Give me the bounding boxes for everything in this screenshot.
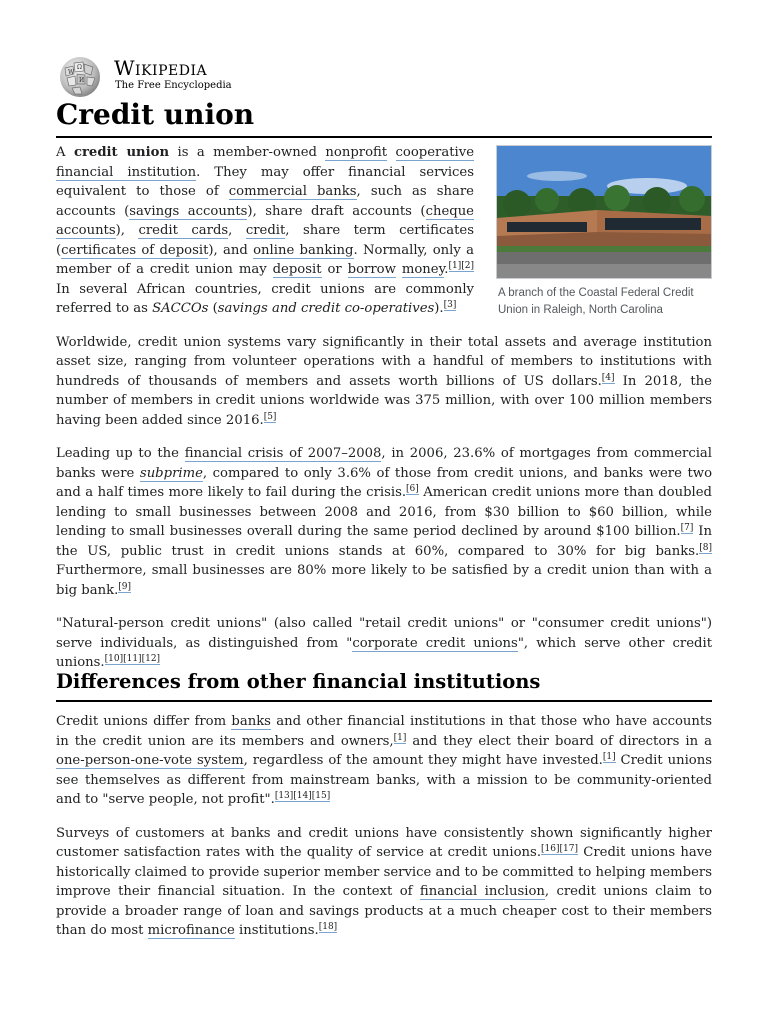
link-deposit[interactable]: deposit xyxy=(272,262,322,277)
citation-2[interactable] xyxy=(461,261,474,272)
citation-12[interactable] xyxy=(142,654,160,665)
link-nonprofit[interactable]: nonprofit xyxy=(325,145,388,160)
section-divider xyxy=(56,700,712,702)
credit-union-branch-photo[interactable] xyxy=(496,145,712,279)
text-span: or xyxy=(321,262,348,277)
text-span: , compared to only 3.6% of those from credit unions, and banks were two and a half times more likely to fail during the crisis. xyxy=(56,465,713,500)
paragraph-worldwide xyxy=(56,333,712,431)
text-span: . xyxy=(444,262,449,277)
citation-link[interactable]: [1] xyxy=(448,261,462,271)
citation-7[interactable] xyxy=(681,523,694,534)
citation-link[interactable]: [17] xyxy=(559,844,578,854)
site-wordmark: Wikipedia xyxy=(114,56,208,80)
citation-18[interactable] xyxy=(319,922,337,933)
text-span: ), xyxy=(115,223,139,238)
citation-1[interactable] xyxy=(603,752,616,763)
svg-text:Ω: Ω xyxy=(77,64,82,71)
citation-1[interactable] xyxy=(449,261,462,272)
citation-link[interactable]: [10] xyxy=(104,654,124,664)
italic-term: savings and credit co-operatives xyxy=(217,301,435,316)
citation-8[interactable] xyxy=(699,543,712,554)
text-span xyxy=(387,145,395,160)
citation-link[interactable]: [3] xyxy=(443,300,457,310)
link-savings-accounts[interactable]: savings accounts xyxy=(129,203,248,219)
text-span: ), and xyxy=(208,242,254,258)
site-logo[interactable] xyxy=(56,54,356,100)
text-span: is a member-owned xyxy=(169,145,326,160)
text-span: , xyxy=(228,223,246,238)
text-span: ). xyxy=(434,301,444,316)
text-span: , regardless of the amount they might have invested. xyxy=(243,753,603,768)
citation-3[interactable] xyxy=(444,300,457,311)
citation-4[interactable] xyxy=(602,373,615,384)
infobox-figure xyxy=(496,145,712,319)
citation-link[interactable]: [9] xyxy=(118,581,132,592)
link-borrow[interactable]: borrow xyxy=(347,262,396,277)
link-microfinance[interactable]: microfinance xyxy=(147,923,235,938)
text-span: . Normally, only a member of a credit union may xyxy=(56,242,474,277)
link-certificates-of-deposit[interactable]: certificates of deposit xyxy=(61,242,209,258)
link-online-banking[interactable]: online banking xyxy=(253,242,354,258)
text-span: ( xyxy=(208,301,218,316)
text-span: ", which serve other credit unions. xyxy=(56,635,712,670)
citation-6[interactable] xyxy=(406,484,419,495)
citation-15[interactable] xyxy=(312,791,330,802)
text-span: American credit unions more than doubled lending to small businesses between 2008 and 2016, from $30 billion to $60 billion, while lending to small businesses overall during the same period declined by around $100 billion. xyxy=(56,485,713,539)
link-banks[interactable]: banks xyxy=(231,714,271,729)
link-cooperative-financial-institution[interactable]: cooperative financial institution xyxy=(56,145,474,180)
link-cheque-accounts[interactable]: cheque accounts xyxy=(56,203,474,238)
paragraph-surveys xyxy=(56,824,712,941)
text-span: , share term certificates ( xyxy=(56,223,474,258)
citation-1[interactable] xyxy=(394,733,407,744)
link-financial-inclusion[interactable]: financial inclusion xyxy=(419,884,545,899)
citation-17[interactable] xyxy=(560,844,578,855)
citation-link[interactable]: [1] xyxy=(602,752,616,762)
figure-caption: A branch of the Coastal Federal Credit Union in Raleigh, North Carolina xyxy=(498,287,694,316)
svg-text:И: И xyxy=(79,77,85,84)
citation-link[interactable]: [8] xyxy=(699,542,712,553)
text-span: Credit unions have historically claimed to provide superior member service and to be committed to helping members improve their financial situation. In the context of xyxy=(56,845,713,899)
text-span: In the US, public trust in credit unions stands at 60%, compared to 30% for big banks. xyxy=(56,524,712,559)
link-subprime[interactable]: subprime xyxy=(139,465,203,481)
paragraph-financial-crisis xyxy=(56,444,712,600)
paragraph-differences xyxy=(56,712,712,810)
lead-section xyxy=(56,143,712,673)
text-span: In 2018, the number of members in credit unions worldwide was 375 million, with over 100 million members having been added since 2016. xyxy=(56,373,712,428)
wikipedia-globe-icon xyxy=(56,54,104,98)
citation-link[interactable]: [2] xyxy=(461,261,474,271)
citation-link[interactable]: [4] xyxy=(601,372,615,383)
citation-link[interactable]: [14] xyxy=(293,791,312,801)
differences-section xyxy=(56,712,712,941)
citation-link[interactable]: [12] xyxy=(141,654,161,664)
text-span: , in 2006, 23.6% of mortgages from commercial banks were xyxy=(56,446,712,481)
citation-link[interactable]: [6] xyxy=(406,484,419,494)
text-span: Furthermore, small businesses are 80% more likely to be satisfied by a credit union than with a big bank. xyxy=(56,563,712,598)
text-span: and they elect their board of directors in a xyxy=(406,733,712,749)
citation-link[interactable]: [5] xyxy=(263,411,277,422)
text-span: ), share draft accounts ( xyxy=(247,203,426,219)
link-financial-crisis[interactable]: financial crisis of 2007–2008 xyxy=(184,446,382,461)
title-divider xyxy=(56,136,712,138)
paragraph-natural-person xyxy=(56,614,712,673)
text-span: In several African countries, credit unions are commonly referred to as xyxy=(56,281,474,316)
citation-9[interactable] xyxy=(118,582,131,593)
page-title: Credit union xyxy=(56,98,255,131)
citation-10[interactable] xyxy=(105,654,123,665)
text-span: Credit unions differ from xyxy=(56,714,232,729)
text-span: Leading up to the xyxy=(56,446,185,461)
link-credit[interactable]: credit xyxy=(245,223,286,238)
citation-11[interactable] xyxy=(123,654,141,665)
citation-link[interactable]: [15] xyxy=(311,791,331,801)
link-corporate-credit-unions[interactable]: corporate credit unions xyxy=(352,635,518,651)
link-money[interactable]: money xyxy=(401,262,445,277)
link-one-person-one-vote[interactable]: one-person-one-vote system xyxy=(56,753,244,768)
text-span: institutions. xyxy=(234,923,319,938)
text-span: A xyxy=(56,145,74,160)
italic-term: SACCOs xyxy=(152,301,209,316)
link-commercial-banks[interactable]: commercial banks xyxy=(228,184,357,199)
site-tagline: The Free Encyclopedia xyxy=(115,80,232,91)
citation-link[interactable]: [16] xyxy=(541,844,560,854)
svg-text:W: W xyxy=(68,69,75,76)
citation-5[interactable] xyxy=(264,412,277,423)
text-span: Worldwide, credit union systems vary significantly in their total assets and average institution asset size, ranging from volunteer operations with a handful of members to institutions with hundreds of thousands of members and assets worth billions of US dollars. xyxy=(56,334,712,389)
text-span: , such as share accounts ( xyxy=(56,184,474,219)
citation-link[interactable]: [11] xyxy=(123,654,142,664)
text-span xyxy=(396,262,402,277)
citation-13[interactable] xyxy=(275,791,293,802)
citation-16[interactable] xyxy=(541,844,559,855)
citation-link[interactable]: [13] xyxy=(274,791,294,801)
citation-link[interactable]: [7] xyxy=(680,523,694,533)
citation-link[interactable]: [1] xyxy=(393,732,407,743)
link-credit-cards[interactable]: credit cards xyxy=(138,223,229,238)
section-heading: Differences from other financial institutions xyxy=(56,670,541,693)
text-span: "Natural-person credit unions" (also called "retail credit unions" or "consumer credit unions") serve individuals, as distinguished from " xyxy=(56,616,712,651)
citation-14[interactable] xyxy=(293,791,311,802)
text-span: . They may offer financial services equivalent to those of xyxy=(56,164,474,199)
citation-link[interactable]: [18] xyxy=(318,922,338,932)
text-span: , credit unions claim to provide a broader range of loan and savings products at a much cheaper cost to their members than do most xyxy=(56,884,712,938)
text-span: Credit unions see themselves as different from mainstream banks, with a mission to be community-oriented and to "serve people, not profit". xyxy=(56,753,712,807)
bold-term: credit union xyxy=(73,145,170,160)
text-span: and other financial institutions in that those who have accounts in the credit union are its members and owners, xyxy=(56,714,712,749)
text-span: Surveys of customers at banks and credit unions have consistently shown significantly higher customer satisfaction rates with the quality of service at credit unions. xyxy=(56,825,712,860)
